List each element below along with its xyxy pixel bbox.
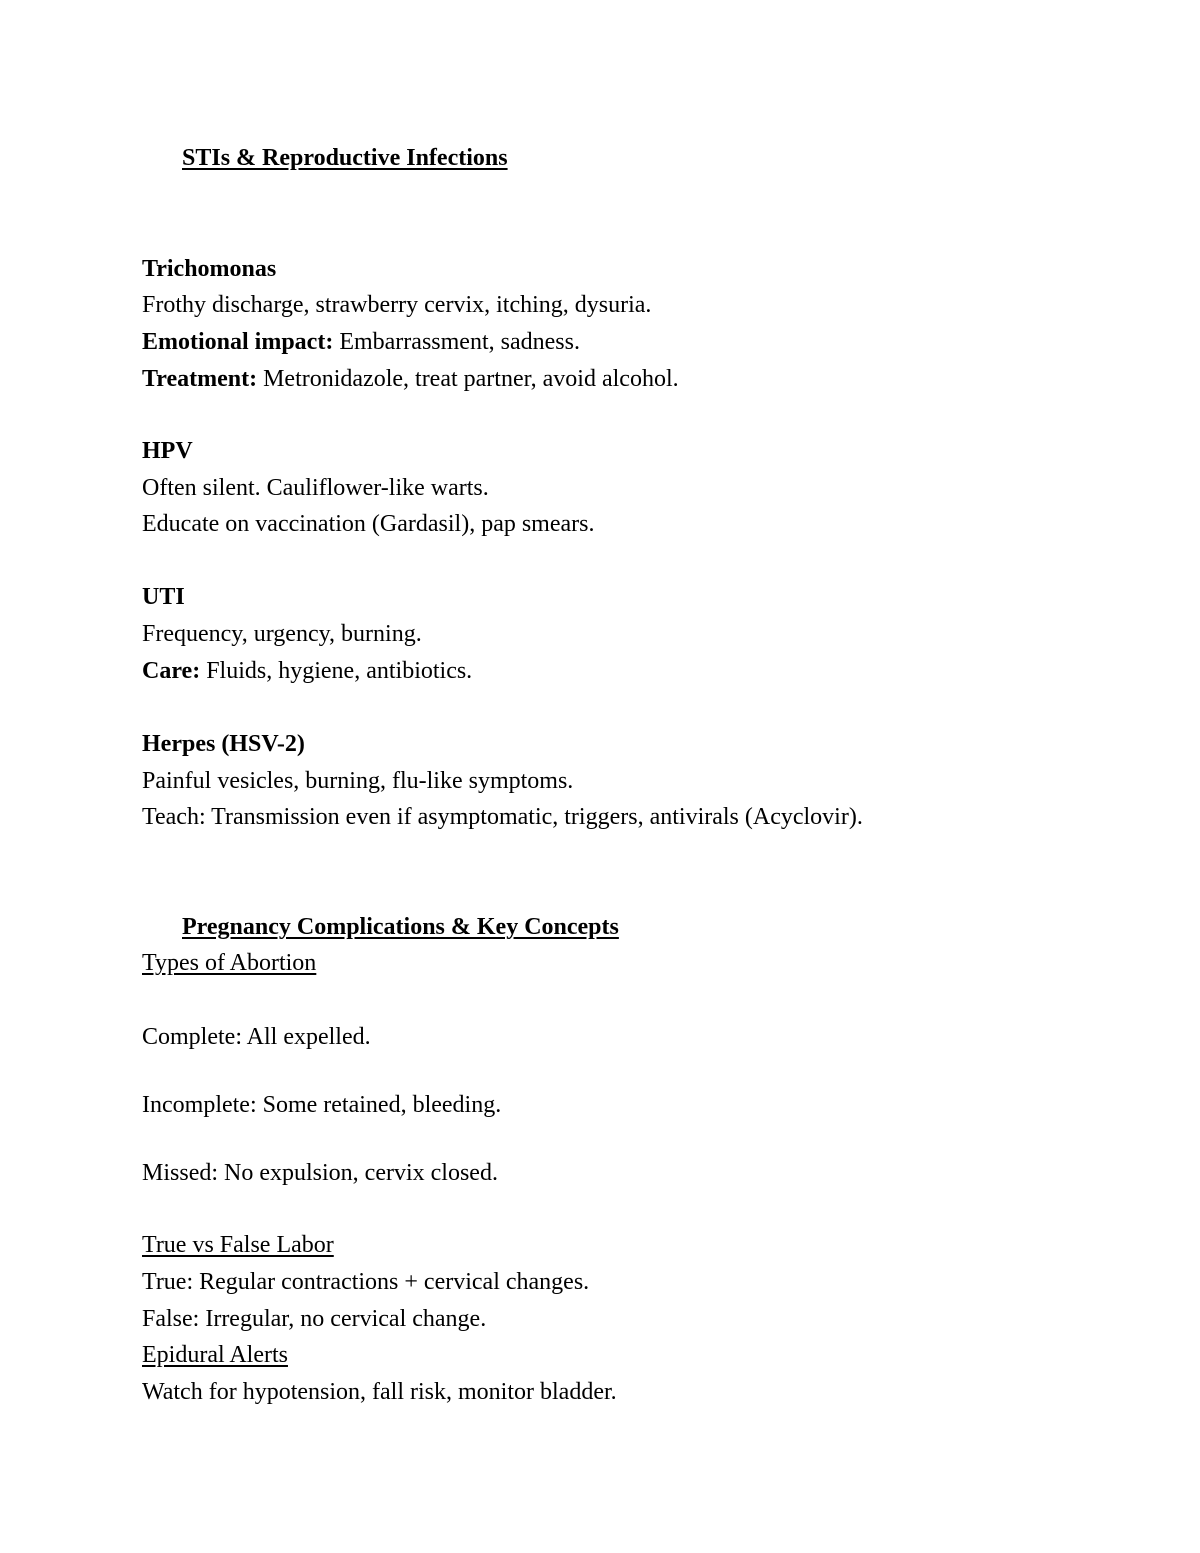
epidural-line-1: Watch for hypotension, fall risk, monitor bladder. xyxy=(142,1379,617,1405)
abortion-missed: Missed: No expulsion, cervix closed. xyxy=(142,1160,498,1186)
uti-title: UTI xyxy=(142,584,185,610)
trichomonas-title: Trichomonas xyxy=(142,256,277,282)
herpes-title-suffix: (HSV-2) xyxy=(215,731,305,757)
herpes-title-text: Herpes xyxy=(142,731,216,757)
uti-line-1: Frequency, urgency, burning. xyxy=(142,621,422,647)
labor-false: False: Irregular, no cervical change. xyxy=(142,1306,487,1332)
emotional-label: Emotional impact: xyxy=(142,329,334,355)
labor-title: True vs False Labor xyxy=(142,1232,334,1258)
herpes-line-1: Painful vesicles, burning, flu-like symptoms. xyxy=(142,768,574,794)
trichomonas-emotional xyxy=(142,328,580,356)
herpes-line-2: Teach: Transmission even if asymptomatic, triggers, antivirals (Acyclovir). xyxy=(142,804,863,830)
care-text: Fluids, hygiene, antibiotics. xyxy=(200,658,473,684)
hpv-line-2: Educate on vaccination (Gardasil), pap smears. xyxy=(142,511,595,537)
treatment-text: Metronidazole, treat partner, avoid alcohol. xyxy=(257,366,679,392)
herpes-title xyxy=(142,730,305,758)
abortion-title: Types of Abortion xyxy=(142,950,317,976)
hpv-title: HPV xyxy=(142,438,193,464)
emotional-text: Embarrassment, sadness. xyxy=(333,329,580,355)
abortion-incomplete: Incomplete: Some retained, bleeding. xyxy=(142,1092,502,1118)
uti-care xyxy=(142,657,472,685)
epidural-title: Epidural Alerts xyxy=(142,1342,288,1368)
trichomonas-symptoms: Frothy discharge, strawberry cervix, itching, dysuria. xyxy=(142,292,652,318)
care-label: Care: xyxy=(142,658,201,684)
trichomonas-treatment xyxy=(142,365,679,393)
abortion-complete: Complete: All expelled. xyxy=(142,1024,371,1050)
labor-true: True: Regular contractions + cervical changes. xyxy=(142,1269,590,1295)
section-heading-pregnancy xyxy=(142,913,619,941)
hpv-line-1: Often silent. Cauliflower-like warts. xyxy=(142,475,489,501)
heading-text: STIs & Reproductive Infections xyxy=(182,145,508,171)
section-heading-stis xyxy=(142,144,508,172)
treatment-label: Treatment: xyxy=(142,366,258,392)
heading-text: Pregnancy Complications & Key Concepts xyxy=(182,914,619,940)
